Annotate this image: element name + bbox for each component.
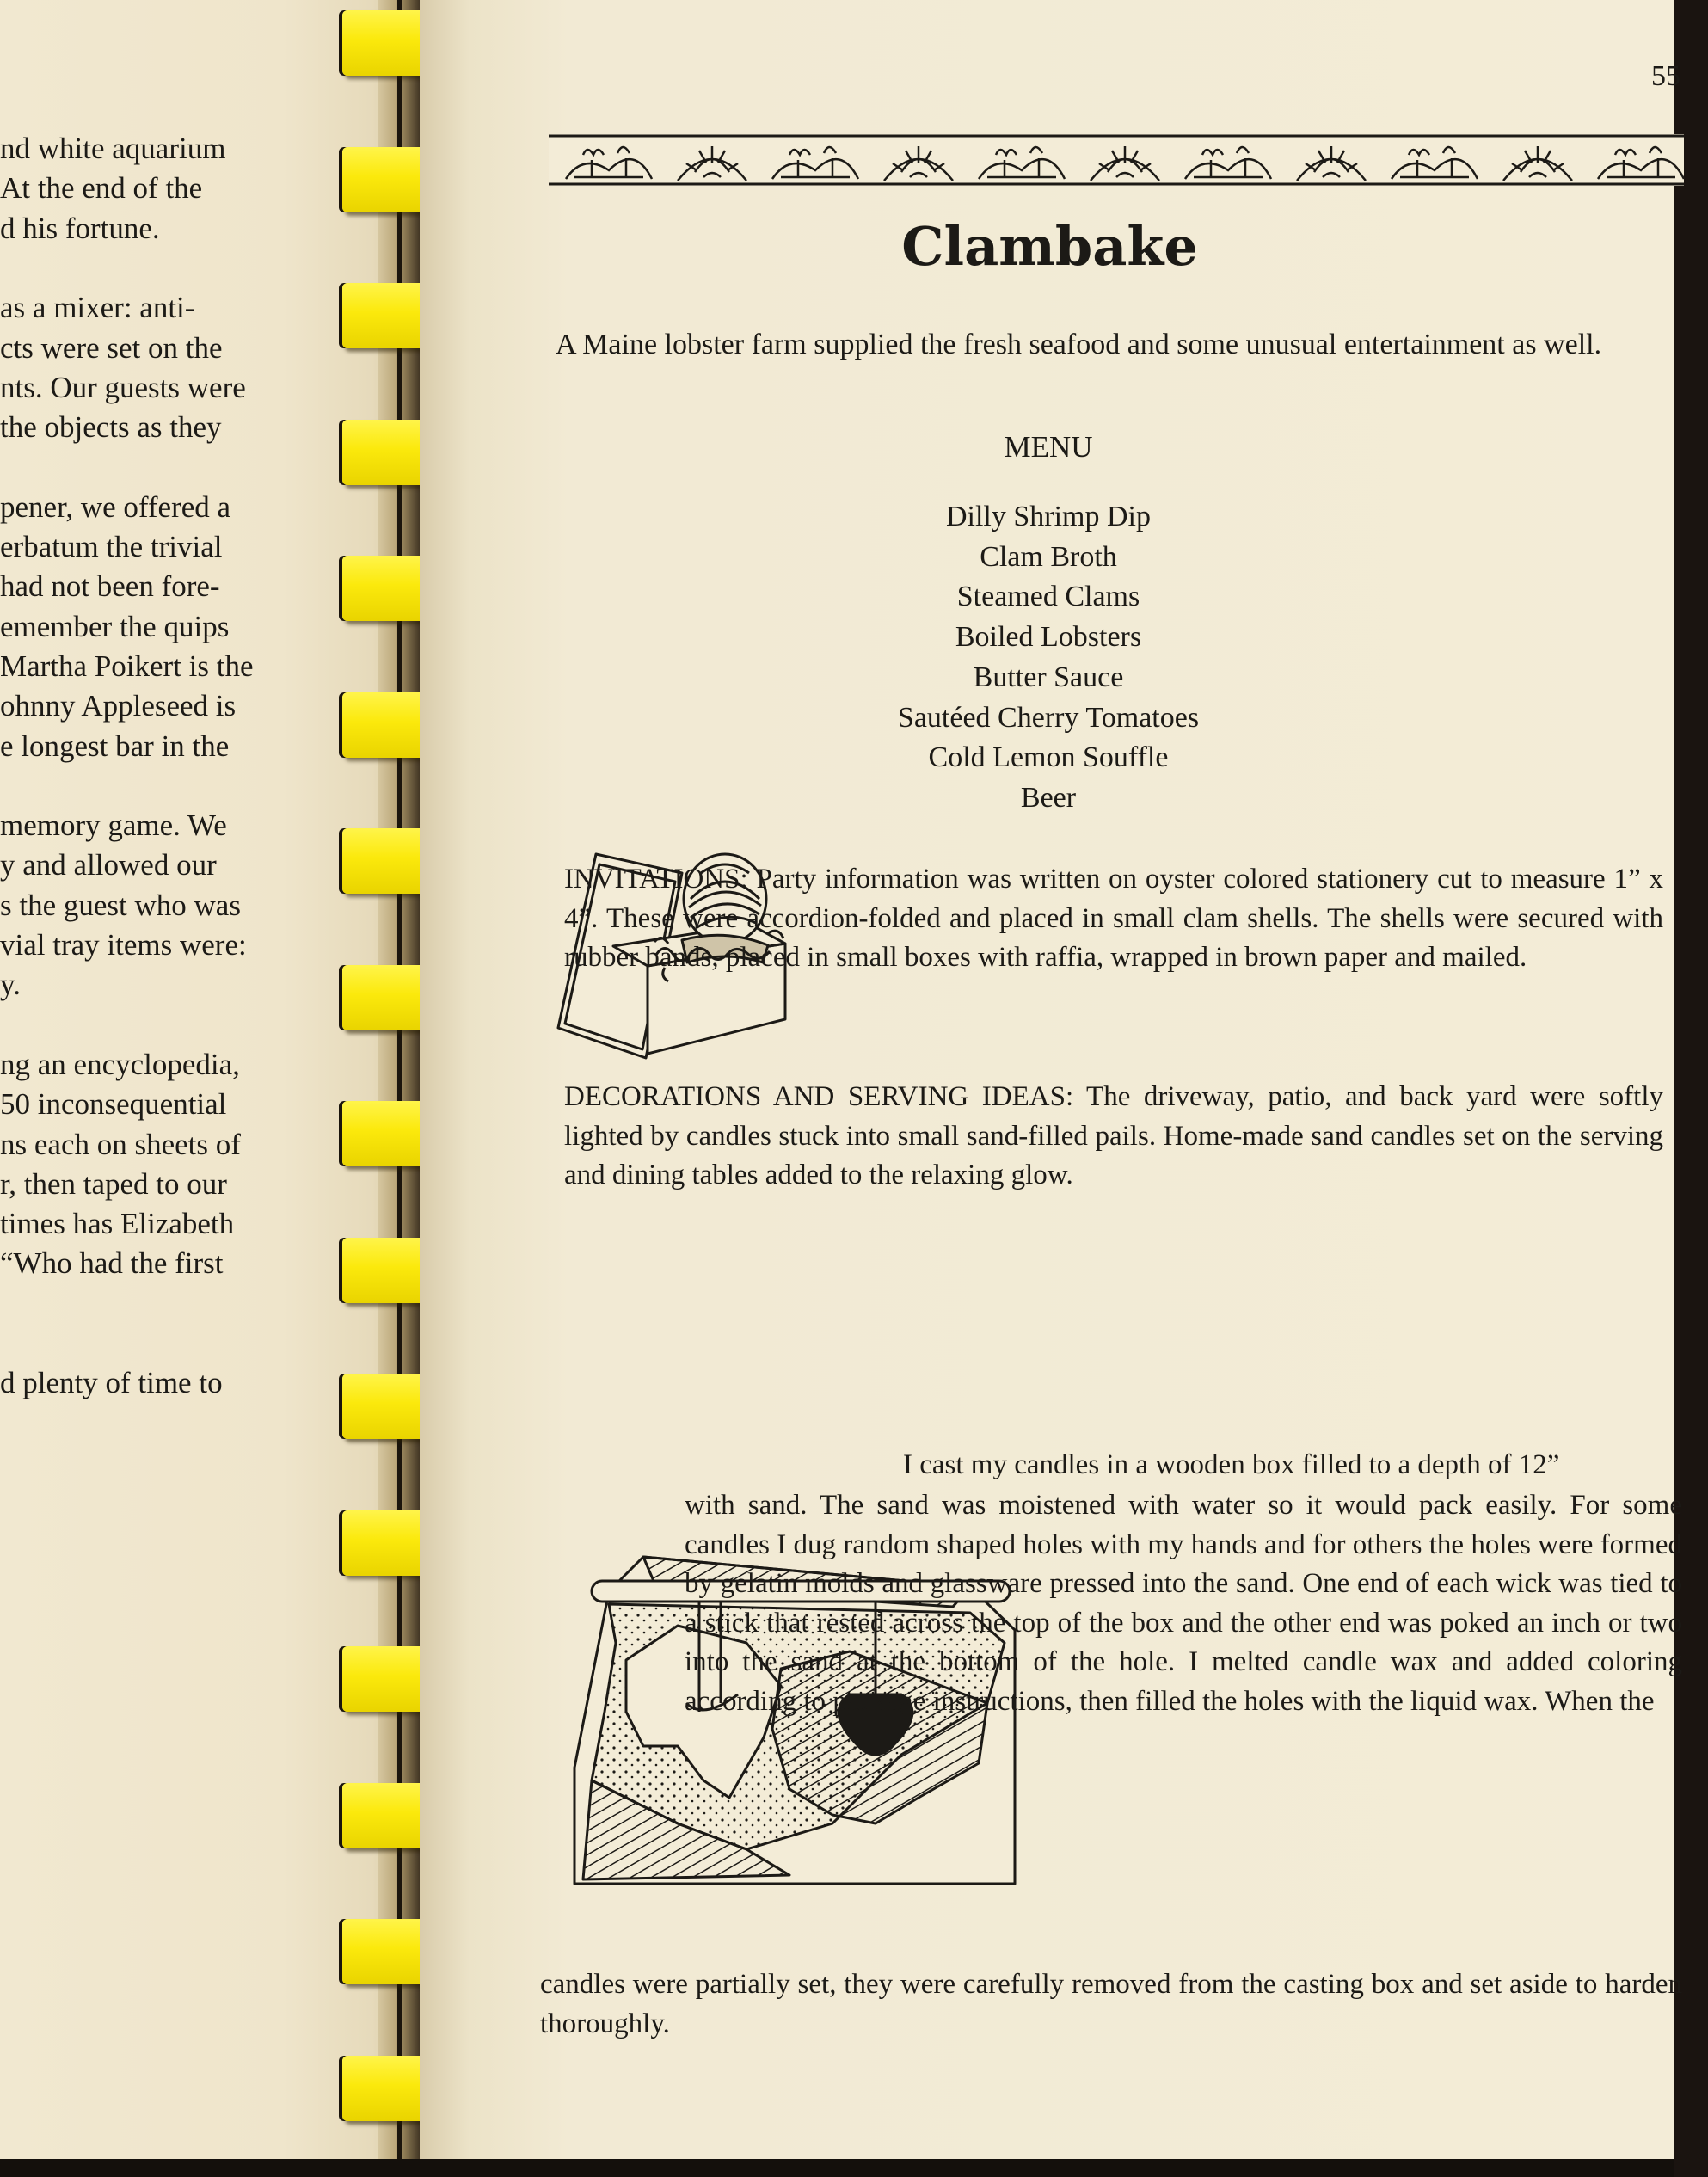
left-page-line: ng an encyclopedia, [0, 1047, 240, 1081]
left-page-line: times has Elizabeth [0, 1207, 235, 1241]
left-page-line: nd white aquarium [0, 132, 226, 165]
left-page-line: d his fortune. [0, 211, 160, 245]
menu-item: Sautéed Cherry Tomatoes [897, 701, 1200, 734]
left-page-line: emember the quips [0, 609, 230, 643]
left-page-line: erbatum the trivial [0, 530, 223, 563]
left-page-line: Martha Poikert is the [0, 649, 254, 683]
left-page-line: memory game. We [0, 809, 227, 843]
left-page-line: nts. Our guests were [0, 370, 246, 404]
candle-paragraph-end: candles were partially set, they were carefully removed from the casting box and set aside to harden thoroughly. [540, 1969, 1682, 2039]
left-page-line: had not been fore- [0, 569, 220, 604]
left-page-line: 50 inconsequential [0, 1087, 227, 1122]
candle-paragraph-first-line: I cast my candles in a wooden box filled to a depth of 12” [903, 1449, 1560, 1480]
left-page-line: as a mixer: anti- [0, 291, 195, 325]
menu-item: Cold Lemon Souffle [928, 741, 1169, 774]
menu-list [420, 497, 1677, 819]
left-page-line: At the end of the [0, 171, 203, 206]
left-page-line: s the guest who was [0, 888, 241, 922]
left-page-line: the objects as they [0, 410, 222, 445]
left-page-line: y. [0, 968, 21, 1002]
left-page-line: ns each on sheets of [0, 1127, 241, 1161]
menu-item: Butter Sauce [973, 661, 1124, 693]
left-page-line: cts were set on the [0, 330, 223, 365]
menu-item: Dilly Shrimp Dip [945, 501, 1152, 532]
left-page-line: d plenty of time to [0, 1366, 223, 1400]
left-page-line: e longest bar in the [0, 729, 230, 763]
floral-border-ornament [549, 131, 1684, 189]
bottom-edge [0, 2159, 1674, 2177]
page-number: 55 [1651, 60, 1680, 92]
decorations-paragraph: DECORATIONS AND SERVING IDEAS: The driveway, patio, and back yard were softly lighted by candles stuck into small sand-filled pails. Home-made sand candles set on the serving and dining tables added to the relaxing glow. [564, 1081, 1663, 1190]
menu-item: Boiled Lobsters [955, 621, 1142, 654]
page-title: Clambake [901, 215, 1198, 278]
invitations-paragraph: INVITATIONS: Party information was written on oyster colored stationery cut to measure 1” x 4”. These were accordion-folded and placed in small clam shells. The shells were secured with rubber bands, placed in small boxes with raffia, wrapped in brown paper and mailed. [564, 864, 1663, 973]
menu-item: Clam Broth [980, 540, 1117, 573]
left-page-line: “Who had the first [0, 1246, 224, 1281]
menu-heading: MENU [1004, 430, 1093, 464]
right-page [420, 0, 1682, 2159]
left-page-line: vial tray items were: [0, 928, 247, 962]
candle-paragraph-body: with sand. The sand was moistened with water so it would pack easily. For some candles I dug random shaped holes with my hands and for others the holes were formed by gelatin molds and glassware pressed into the sand. One end of each wick was tied to a stick that rested across the top of the box and the other end was poked an inch or two into the sand at the bottom of the hole. I melted candle wax and added coloring according to package instructions, then filled the holes with the liquid wax. When the [685, 1490, 1682, 1717]
menu-item: Beer [1020, 781, 1077, 814]
menu-item: Steamed Clams [956, 581, 1140, 613]
intro-paragraph: A Maine lobster farm supplied the fresh seafood and some unusual entertainment as well. [556, 329, 1602, 360]
left-page-line: pener, we offered a [0, 489, 231, 524]
left-page-line: y and allowed our [0, 848, 217, 882]
left-page-line: ohnny Appleseed is [0, 689, 237, 723]
left-page-line: r, then taped to our [0, 1166, 227, 1201]
